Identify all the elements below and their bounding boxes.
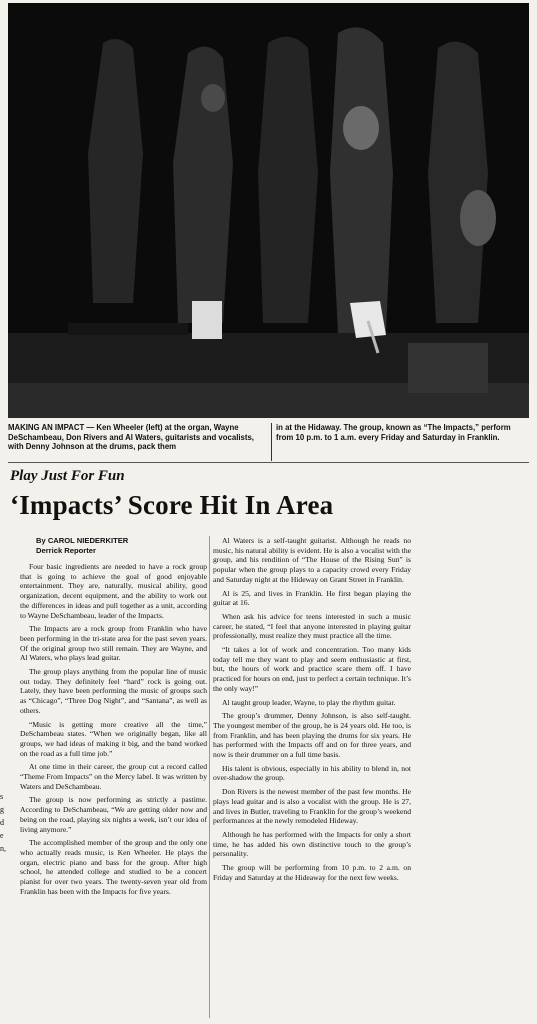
- section-rule: [8, 462, 529, 463]
- paragraph: When ask his advice for teens interested in such a music career, he stated, “I feel that anyone interested in playing guitar professionally, must realize they must practice all the time.: [213, 611, 411, 641]
- paragraph: The group will be performing from 10 p.m. to 2 a.m. on Friday and Saturday at the Hideaway for the next few weeks.: [213, 863, 411, 882]
- paragraph: Don Rivers is the newest member of the past few months. He plays lead guitar and is also a vocalist with the group. He is 27, and lives in Butler, traveling to Franklin for the group’s weekend performances at the newly remodeled Hideway.: [213, 787, 411, 826]
- margin-fragment: s: [0, 792, 4, 801]
- paragraph: At one time in their career, the group cut a record called “Theme From Impacts” on the Mercy label. It was written by Waters and DeSchambeau.: [20, 762, 207, 791]
- caption-divider: [271, 423, 272, 461]
- paragraph: The group’s drummer, Denny Johnson, is also self-taught. The youngest member of the group, he is 24 years old. He too, is from Franklin, and has been playing the drums for six years. He has performed with the Impacts off and on for three years, and now is their drummer on a full time basis.: [213, 711, 411, 760]
- paragraph: Al Waters is a self-taught guitarist. Although he reads no music, his natural ability is evident. He is also a vocalist with the group, and his rendition of “The House of the Rising Sun” is popular when the group plays to a capacity crowd every Friday and Saturday night at the Hideway on Grant Street in Franklin.: [213, 536, 411, 584]
- band-photo: [8, 3, 529, 418]
- paragraph: The Impacts are a rock group from Franklin who have been performing in the tri-state area for the past seven years. Of the original group two still remain. They are Wayne, and Al Waters, who plays lead guitar.: [20, 624, 207, 663]
- column-rule: [209, 536, 210, 1018]
- paragraph: The group is now performing as strictly a pastime. According to DeSchambeau, “We are getting older now and being on the road, playing six nights a week, isn’t our idea of living anymore.”: [20, 795, 207, 834]
- caption-left: MAKING AN IMPACT — Ken Wheeler (left) at the organ, Wayne DeSchambeau, Don Rivers and Al Waters, guitarists and vocalists, with Denny Johnson at the drums, pack them: [8, 423, 254, 452]
- paragraph: The group plays anything from the popular line of music out today. They definitely feel “hard” rock is going out. Lately, they have been performing the music of groups such as “Chicago”, “Three Dog Night”, and “Santana”, as well as others.: [20, 667, 207, 715]
- margin-fragment: g: [0, 805, 4, 814]
- paragraph: His talent is obvious, especially in his ability to blend in, not over-shadow the group.: [213, 763, 411, 783]
- caption-right: in at the Hidaway. The group, known as “The Impacts,” perform from 10 p.m. to 1 a.m. every Friday and Saturday in Franklin.: [276, 423, 511, 442]
- margin-fragment: n,: [0, 844, 6, 853]
- margin-fragments: [0, 790, 12, 855]
- paragraph: “Music is getting more creative all the time,” DeSchambeau states. “When we originally began, like all groups, we had ideas of making it big, and the band worked on the road as a full time job.”: [20, 719, 207, 758]
- kicker-heading: Play Just For Fun: [10, 468, 125, 484]
- band-photo-image: [8, 3, 529, 418]
- byline-name: By CAROL NIEDERKITER: [36, 536, 129, 545]
- paragraph: Four basic ingredients are needed to have a rock group that is going to achieve the goal of good enjoyable entertainment. They are, naturally, musical ability, good organization, decent equipment, and the ability to work out the differences in ideas and pull together as a unit, according to Wayne DeSchambeau, leader of the Impacts.: [20, 562, 207, 620]
- paragraph: Although he has performed with the Impacts for only a short time, he has added his own distinctive touch to the group’s personality.: [213, 829, 411, 859]
- paragraph: Al taught group leader, Wayne, to play the rhythm guitar.: [222, 697, 396, 707]
- article-column-1: [20, 536, 207, 901]
- byline-outlet: Derrick Reporter: [36, 546, 96, 555]
- paragraph: Al is 25, and lives in Franklin. He first began playing the guitar at 16.: [213, 588, 411, 608]
- margin-fragment: e: [0, 831, 4, 840]
- headline: ‘Impacts’ Score Hit In Area: [10, 490, 334, 520]
- margin-fragment: d: [0, 818, 4, 827]
- article-column-2: [213, 536, 411, 887]
- paragraph: “It takes a lot of work and concentration. Too many kids today tell me they want to play and seem enthusiastic at first, but, the hours of work and practice scare them off. I have practiced for hours on end, just to perfect a certain technique. It’s the only way!”: [213, 645, 411, 693]
- paragraph: The accomplished member of the group and the only one who actually reads music, is Ken Wheeler. He plays the organ, electric piano and bass for the group. After high school, he attended college and studied to be a concert pianist for over two years. The twenty-seven year old from Franklin has been with the Impacts for five years.: [20, 838, 207, 896]
